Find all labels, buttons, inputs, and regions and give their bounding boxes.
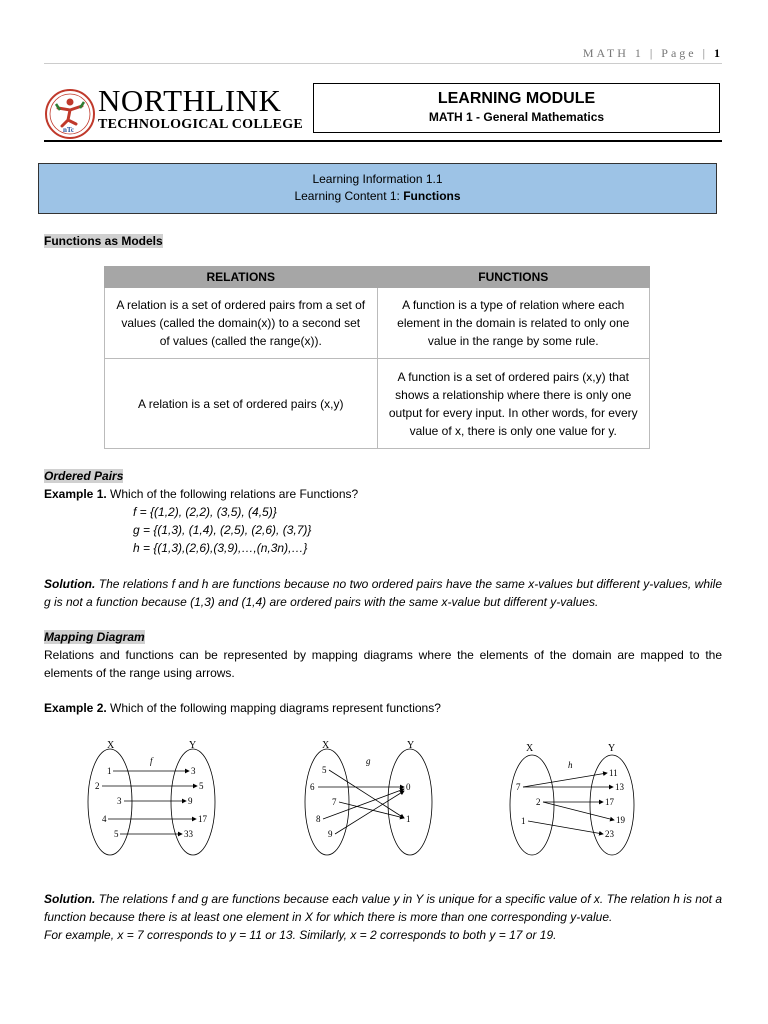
relation-f: f = {(1,2), (2,2), (3,5), (4,5)} xyxy=(133,505,277,519)
learning-info-line2 xyxy=(39,188,716,205)
table-row xyxy=(105,288,650,359)
y-label: Y xyxy=(608,743,616,754)
y-label: Y xyxy=(407,740,415,751)
mapping-intro: Relations and functions can be represented by mapping diagrams where the elements of the domain are mapped to the elements of the range using arrows. xyxy=(44,648,722,680)
solution-1 xyxy=(44,575,722,611)
learning-info-box xyxy=(38,163,717,214)
domain-value: 5 xyxy=(114,829,119,839)
y-label: Y xyxy=(189,740,197,751)
section-ordered-pairs xyxy=(44,467,724,557)
domain-value: 1 xyxy=(521,816,526,826)
running-head-text: MATH 1 | Page | xyxy=(582,46,708,60)
mapping-arrow xyxy=(523,773,607,787)
domain-ellipse xyxy=(305,749,349,855)
solution-label: Solution. xyxy=(44,577,96,591)
header-bottom-rule xyxy=(44,140,722,142)
module-title: LEARNING MODULE xyxy=(437,90,596,107)
range-value: 19 xyxy=(616,815,625,825)
relation-g: g = {(1,3), (1,4), (2,5), (2,6), (3,7)} xyxy=(133,523,312,537)
mapping-arrow xyxy=(329,770,404,818)
table-cell: A relation is a set of ordered pairs (x,y) xyxy=(105,359,378,449)
learning-info-topic: Functions xyxy=(403,189,461,203)
table-cell: A function is a type of relation where each element in the domain is related to only one value in the range by some rule. xyxy=(377,288,650,359)
table-cell: A relation is a set of ordered pairs from a set of values (called the domain(x)) to a second set of values (called the range(x)). xyxy=(105,288,378,359)
mapping-diagram-f xyxy=(80,730,230,860)
section-title: Ordered Pairs xyxy=(44,469,124,483)
domain-value: 2 xyxy=(536,797,541,807)
domain-value: 5 xyxy=(322,765,327,775)
example-1 xyxy=(44,485,724,503)
domain-value: 7 xyxy=(516,782,521,792)
example-label: Example 2. xyxy=(44,701,107,715)
section-title: Functions as Models xyxy=(44,234,163,248)
x-label: X xyxy=(526,743,534,754)
domain-value: 6 xyxy=(310,782,315,792)
domain-value: 8 xyxy=(316,814,321,824)
domain-ellipse xyxy=(88,749,132,855)
section-mapping-diagram xyxy=(44,628,722,682)
table-header-functions: FUNCTIONS xyxy=(377,267,650,288)
example-text: Which of the following mapping diagrams represent functions? xyxy=(106,701,441,715)
map-name: g xyxy=(366,756,371,766)
example-text: Which of the following relations are Functions? xyxy=(106,487,359,501)
relation-h: h = {(1,3),(2,6),(3,9),…,(n,3n),…} xyxy=(133,541,308,555)
domain-value: 2 xyxy=(95,781,100,791)
domain-value: 1 xyxy=(107,766,112,776)
range-value: 17 xyxy=(605,797,614,807)
section-title: Mapping Diagram xyxy=(44,630,145,644)
header-rule xyxy=(44,63,722,64)
domain-value: 9 xyxy=(328,829,333,839)
range-value: 5 xyxy=(199,781,204,791)
learning-info-line1: Learning Information 1.1 xyxy=(312,172,443,186)
solution-label: Solution. xyxy=(44,892,96,906)
example-label: Example 1. xyxy=(44,487,107,501)
range-value: 9 xyxy=(188,796,193,806)
solution-text: The relations f and h are functions because no two ordered pairs have the same x-values but different y-values, while g is not a function because (1,3) and (1,4) are ordered pairs with the same x-value but different y-values. xyxy=(44,577,722,609)
table-row xyxy=(105,359,650,449)
mapping-diagram-h xyxy=(505,730,655,860)
range-value: 17 xyxy=(198,814,207,824)
map-name: f xyxy=(150,756,153,766)
x-label: X xyxy=(107,740,115,751)
running-head xyxy=(0,46,720,61)
range-value: 1 xyxy=(406,814,411,824)
domain-value: 4 xyxy=(102,814,107,824)
college-name: NORTHLINK xyxy=(98,83,282,118)
range-value: 3 xyxy=(191,766,196,776)
mapping-diagram-g xyxy=(300,730,450,860)
mapping-arrow xyxy=(335,791,404,834)
logo-text: nTc xyxy=(63,126,75,134)
college-subtitle: TECHNOLOGICAL COLLEGE xyxy=(98,117,304,132)
domain-value: 3 xyxy=(117,796,122,806)
domain-value: 7 xyxy=(332,797,337,807)
relations-functions-table xyxy=(104,266,650,449)
range-value: 23 xyxy=(605,829,614,839)
domain-ellipse xyxy=(510,755,554,855)
range-ellipse xyxy=(171,749,215,855)
range-ellipse xyxy=(388,749,432,855)
range-value: 33 xyxy=(184,829,193,839)
section-functions-as-models xyxy=(44,232,163,250)
table-header-relations: RELATIONS xyxy=(105,267,378,288)
module-subtitle: MATH 1 - General Mathematics xyxy=(428,110,605,124)
range-value: 11 xyxy=(609,768,618,778)
range-value: 0 xyxy=(406,782,411,792)
map-name: h xyxy=(568,760,573,770)
range-value: 13 xyxy=(615,782,624,792)
solution-text: The relations f and g are functions because each value y in Y is unique for a specific value of x. The relation h is not a function because there is at least one element in X for which there is more than one corresponding y-value. xyxy=(44,892,722,924)
x-label: X xyxy=(322,740,330,751)
table-cell: A function is a set of ordered pairs (x,y) that shows a relationship where there is only one output for every input. In other words, for every value of x, there is only one value for y. xyxy=(377,359,650,449)
solution-example: For example, x = 7 corresponds to y = 11 or 13. Similarly, x = 2 corresponds to both y = 17 or 19. xyxy=(44,928,557,942)
learning-info-prefix: Learning Content 1: xyxy=(294,189,404,203)
solution-2 xyxy=(44,890,722,944)
example-2 xyxy=(44,699,441,717)
page-number: 1 xyxy=(714,46,720,60)
module-box xyxy=(313,83,720,133)
college-logo xyxy=(44,88,96,140)
table-header-row xyxy=(105,267,650,288)
